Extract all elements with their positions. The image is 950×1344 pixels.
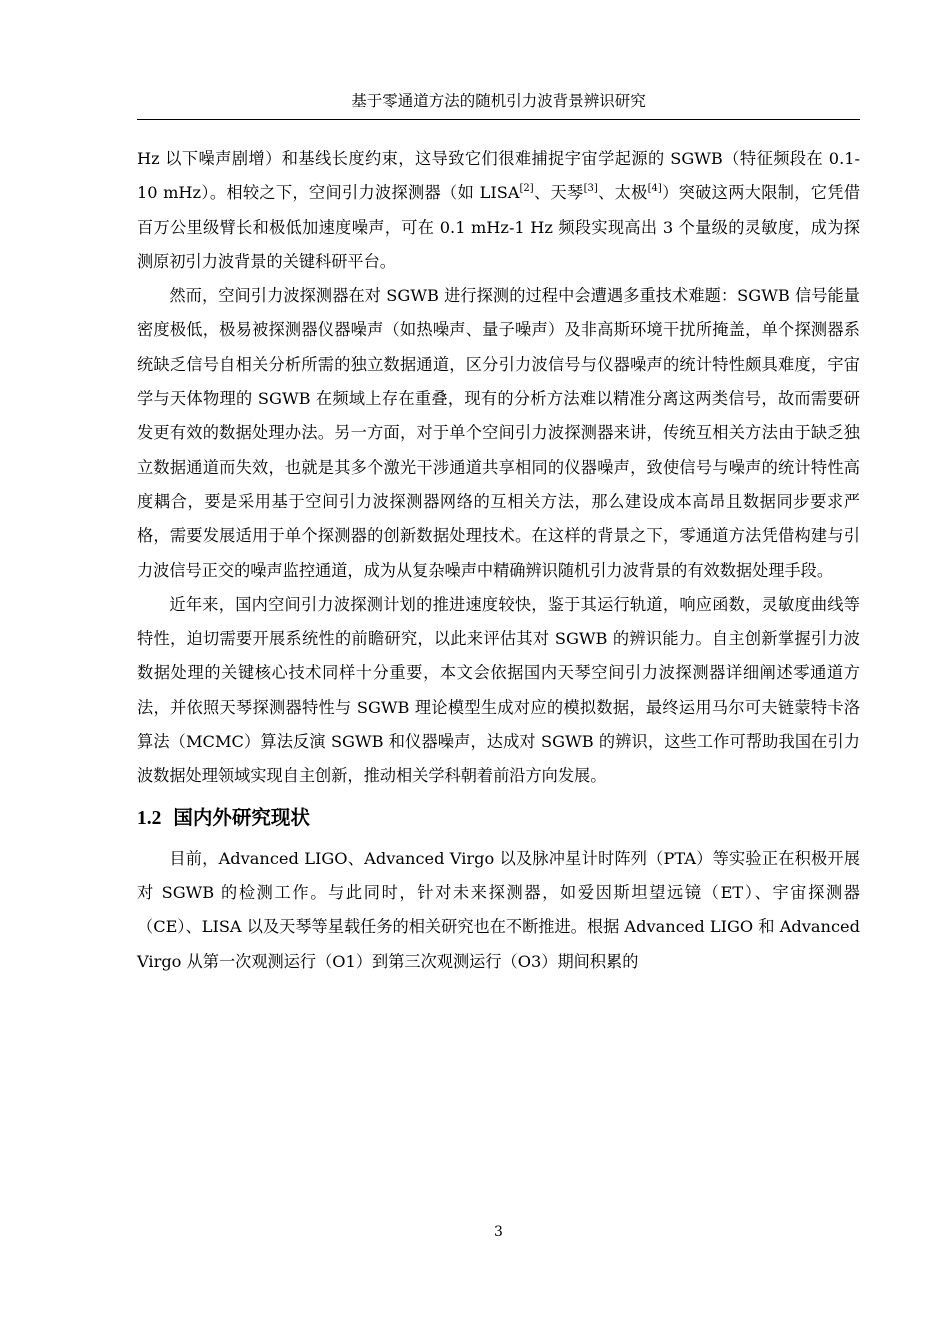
section-title: 国内外研究现状 [173, 805, 310, 829]
paragraph-1-text-a: Hz 以下噪声剧增）和基线长度约束，这导致它们很难捕捉宇宙学起源的 SGWB（特征频段在 0.1-10 mHz）。相较之下，空间引力波探测器（如 LISA [137, 149, 860, 203]
section-heading [137, 794, 860, 842]
page-body [137, 142, 860, 979]
section-number: 1.2 [137, 807, 162, 829]
paragraph-1-text-d: ）突破这两大限制，它凭借百万公里级臂长和极低加速度噪声，可在 0.1 mHz-1 Hz 频段实现高出 3 个量级的灵敏度，成为探测原初引力波背景的关键科研平台。 [137, 183, 861, 271]
citation-ref-taiji: [4] [647, 183, 662, 195]
running-header: 基于零通道方法的随机引力波背景辨识研究 [351, 92, 646, 110]
paragraph-4: 目前，Advanced LIGO、Advanced Virgo 以及脉冲星计时阵列（PTA）等实验正在积极开展对 SGWB 的检测工作。与此同时，针对未来探测器，如爱因斯坦望远镜（ET）、宇宙探测器（CE）、LISA 以及天琴等星载任务的相关研究也在不断推进。根据 Advanced LIGO 和 Advanced Virgo 从第一次观测运行（O1）到第三次观测运行（O3）期间积累的 [137, 848, 860, 971]
citation-ref-lisa: [2] [519, 183, 534, 195]
paragraph-1-text-c: 、太极 [597, 183, 648, 203]
citation-ref-tianqin: [3] [583, 183, 598, 195]
page-number: 3 [494, 1224, 503, 1240]
header-rule [137, 119, 860, 120]
paragraph-3: 近年来，国内空间引力波探测计划的推进速度较快，鉴于其运行轨道，响应函数，灵敏度曲线等特性，迫切需要开展系统性的前瞻研究，以此来评估其对 SGWB 的辨识能力。自主创新掌握引力波数据处理的关键核心技术同样十分重要，本文会依据国内天琴空间引力波探测器详细阐述零通道方法，并依照天琴探测器特性与 SGWB 理论模型生成对应的模拟数据，最终运用马尔可夫链蒙特卡洛算法（MCMC）算法反演 SGWB 和仪器噪声，达成对 SGWB 的辨识，这些工作可帮助我国在引力波数据处理领域实现自主创新，推动相关学科朝着前沿方向发展。 [137, 594, 860, 786]
paragraph-1-text-b: 、天琴 [533, 183, 584, 203]
paragraph-2: 然而，空间引力波探测器在对 SGWB 进行探测的过程中会遭遇多重技术难题：SGWB 信号能量密度极低，极易被探测器仪器噪声（如热噪声、量子噪声）及非高斯环境干扰所掩盖，单个探测器系统缺乏信号自相关分析所需的独立数据通道，区分引力波信号与仪器噪声的统计特性颇具难度，宇宙学与天体物理的 SGWB 在频域上存在重叠，现有的分析方法难以精准分离这两类信号，故而需要研发更有效的数据处理办法。另一方面，对于单个空间引力波探测器来讲，传统互相关方法由于缺乏独立数据通道而失效，也就是其多个激光干涉通道共享相同的仪器噪声，致使信号与噪声的统计特性高度耦合，要是采用基于空间引力波探测器网络的互相关方法，那么建设成本高昂且数据同步要求严格，需要发展适用于单个探测器的创新数据处理技术。在这样的背景之下，零通道方法凭借构建与引力波信号正交的噪声监控通道，成为从复杂噪声中精确辨识随机引力波背景的有效数据处理手段。 [137, 286, 860, 580]
paragraph-1 [137, 142, 860, 279]
